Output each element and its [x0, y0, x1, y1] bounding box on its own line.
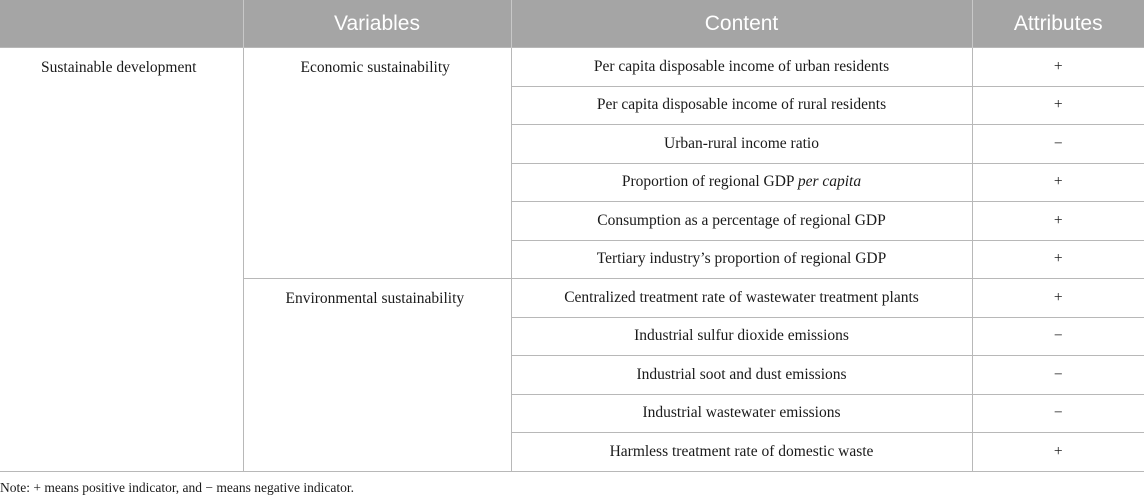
cell-attribute: − [972, 394, 1144, 433]
cell-attribute: + [972, 48, 1144, 87]
cell-attribute: + [972, 163, 1144, 202]
cell-content: Per capita disposable income of urban residents [511, 48, 972, 87]
cell-content: Industrial wastewater emissions [511, 394, 972, 433]
content-text: Proportion of regional GDP [621, 173, 798, 191]
header-blank [0, 0, 243, 48]
cell-content [511, 163, 972, 202]
cell-attribute: − [972, 356, 1144, 395]
cell-content: Centralized treatment rate of wastewater treatment plants [511, 279, 972, 318]
table-header [0, 0, 1144, 48]
cell-content: Consumption as a percentage of regional GDP [511, 202, 972, 241]
table-body [0, 48, 1144, 472]
cell-content: Industrial soot and dust emissions [511, 356, 972, 395]
table-row [0, 48, 1144, 87]
cell-content: Urban-rural income ratio [511, 125, 972, 164]
header-row [0, 0, 1144, 48]
cell-content: Tertiary industry’s proportion of regional GDP [511, 240, 972, 279]
cell-attribute: − [972, 125, 1144, 164]
header-variables: Variables [243, 0, 511, 48]
cell-content: Harmless treatment rate of domestic waste [511, 433, 972, 472]
content-italic-text: per capita [797, 173, 862, 191]
cell-content: Industrial sulfur dioxide emissions [511, 317, 972, 356]
cell-attribute: + [972, 202, 1144, 241]
cell-attribute: + [972, 240, 1144, 279]
cell-sustainable-development: Sustainable development [0, 48, 243, 472]
cell-content: Per capita disposable income of rural residents [511, 86, 972, 125]
cell-economic-sustainability: Economic sustainability [243, 48, 511, 279]
cell-environmental-sustainability: Environmental sustainability [243, 279, 511, 472]
cell-attribute: + [972, 86, 1144, 125]
cell-attribute: + [972, 279, 1144, 318]
cell-attribute: − [972, 317, 1144, 356]
header-attributes: Attributes [972, 0, 1144, 48]
table-note: Note: + means positive indicator, and − means negative indicator. [0, 480, 354, 495]
cell-attribute: + [972, 433, 1144, 472]
header-content: Content [511, 0, 972, 48]
